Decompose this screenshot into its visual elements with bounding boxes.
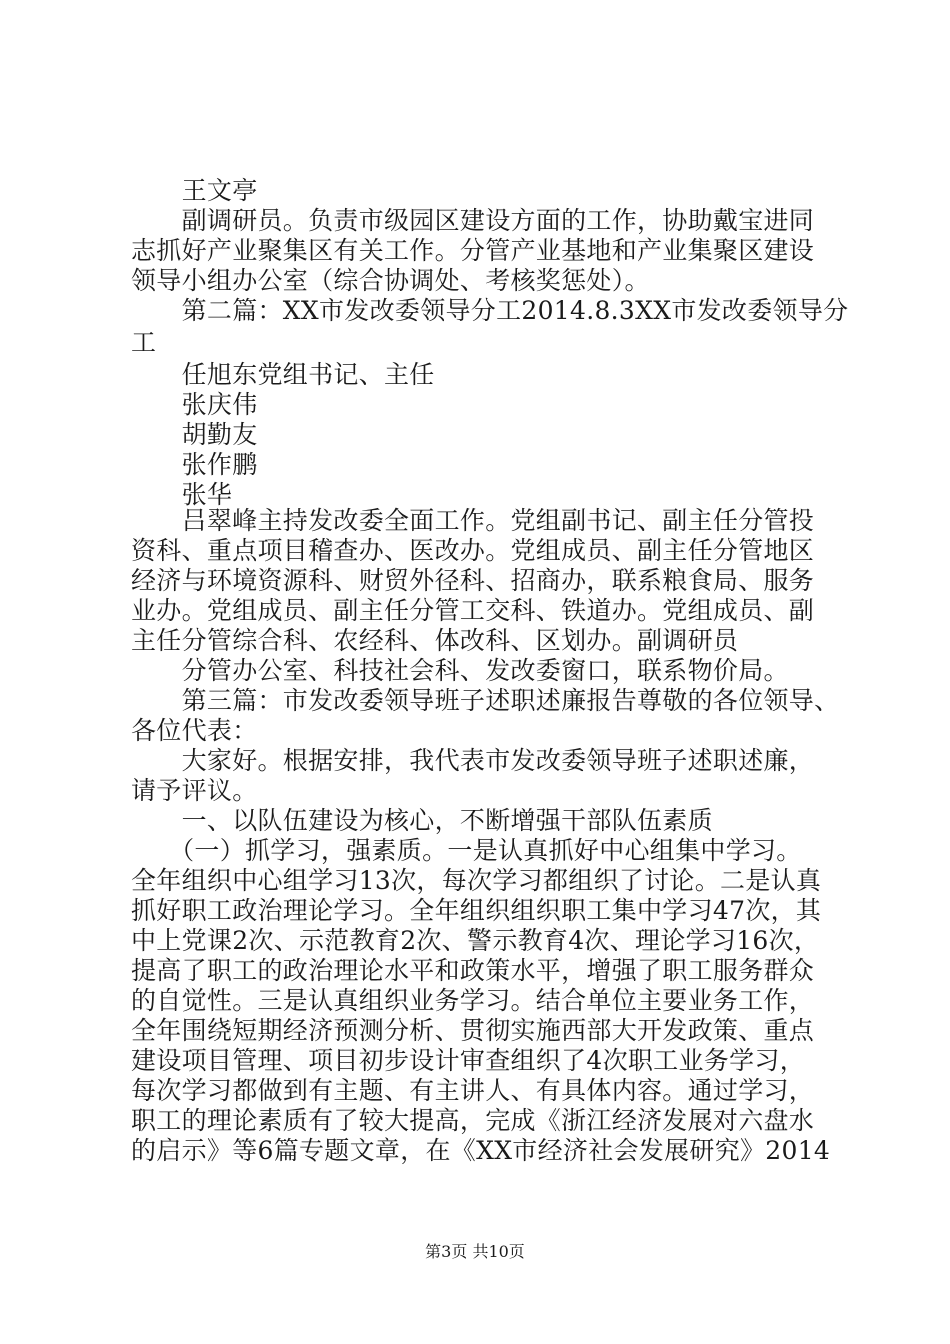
text-line: 吕翠峰主持发改委全面工作。党组副书记、副主任分管投	[131, 506, 815, 535]
text-line: 全年组织中心组学习13次，每次学习都组织了讨论。二是认真	[131, 866, 822, 895]
text-line: 张作鹏	[131, 450, 258, 479]
text-line: 请予评议。	[131, 776, 258, 805]
text-line: 第三篇：市发改委领导班子述职述廉报告尊敬的各位领导、	[131, 686, 840, 715]
text-line: 资科、重点项目稽查办、医改办。党组成员、副主任分管地区	[131, 536, 815, 565]
text-line: 第二篇：XX市发改委领导分工2014.8.3XX市发改委领导分	[131, 296, 849, 325]
text-line: 张庆伟	[131, 390, 258, 419]
text-line: 各位代表：	[131, 716, 258, 745]
text-line: 领导小组办公室（综合协调处、考核奖惩处）。	[131, 266, 650, 295]
text-line: 张华	[131, 480, 233, 509]
text-line: 全年围绕短期经济预测分析、贯彻实施西部大开发政策、重点	[131, 1016, 815, 1045]
text-line: 主任分管综合科、农经科、体改科、区划办。副调研员	[131, 626, 739, 655]
text-line: 王文亭	[131, 176, 258, 205]
text-line: （一）抓学习，强素质。一是认真抓好中心组集中学习。	[131, 836, 802, 865]
text-line: 大家好。根据安排，我代表市发改委领导班子述职述廉，	[131, 746, 815, 775]
text-line: 职工的理论素质有了较大提高，完成《浙江经济发展对六盘水	[131, 1106, 815, 1135]
text-line: 副调研员。负责市级园区建设方面的工作，协助戴宝进同	[131, 206, 815, 235]
text-line: 一、以队伍建设为核心，不断增强干部队伍素质	[131, 806, 713, 835]
text-line: 经济与环境资源科、财贸外径科、招商办，联系粮食局、服务	[131, 566, 815, 595]
text-line: 工	[131, 328, 157, 357]
text-line: 的自觉性。三是认真组织业务学习。结合单位主要业务工作，	[131, 986, 815, 1015]
text-line: 每次学习都做到有主题、有主讲人、有具体内容。通过学习，	[131, 1076, 815, 1105]
text-line: 的启示》等6篇专题文章，在《XX市经济社会发展研究》2014	[131, 1136, 831, 1165]
text-line: 提高了职工的政治理论水平和政策水平，增强了职工服务群众	[131, 956, 815, 985]
text-line: 分管办公室、科技社会科、发改委窗口，联系物价局。	[131, 656, 789, 685]
text-line: 建设项目管理、项目初步设计审查组织了4次职工业务学习，	[131, 1046, 806, 1075]
text-line: 胡勤友	[131, 420, 258, 449]
text-line: 志抓好产业聚集区有关工作。分管产业基地和产业集聚区建设	[131, 236, 815, 265]
text-line: 业办。党组成员、副主任分管工交科、铁道办。党组成员、副	[131, 596, 815, 625]
text-line: 抓好职工政治理论学习。全年组织组织职工集中学习47次，其	[131, 896, 822, 925]
text-line: 中上党课2次、示范教育2次、警示教育4次、理论学习16次，	[131, 926, 820, 955]
page-footer: 第3页 共10页	[425, 1242, 525, 1261]
text-line: 任旭东党组书记、主任	[131, 360, 435, 389]
